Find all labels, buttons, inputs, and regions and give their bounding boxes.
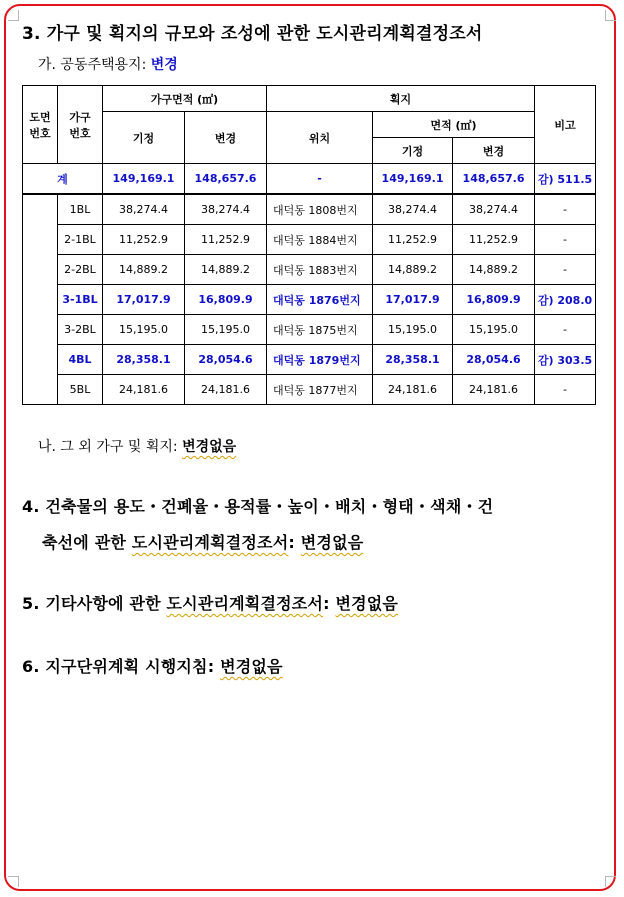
header-lot-existing: 기정 [373, 138, 453, 164]
cell-location: 대덕동 1876번지 [267, 285, 373, 315]
corner-mark [8, 10, 19, 21]
cell-lot-changed: 24,181.6 [453, 375, 535, 405]
cell-location: 대덕동 1883번지 [267, 255, 373, 285]
cell-block: 1BL [58, 194, 103, 225]
cell-block-existing: 28,358.1 [103, 345, 185, 375]
total-block-changed: 148,657.6 [185, 164, 267, 195]
cell-location: 대덕동 1879번지 [267, 345, 373, 375]
cell-location: 대덕동 1884번지 [267, 225, 373, 255]
table-row [23, 225, 596, 255]
header-block-changed: 변경 [185, 112, 267, 164]
section4-heading-cont [42, 530, 363, 553]
section6-prefix: 6. 지구단위계획 시행지침: [22, 657, 221, 676]
cell-lot-changed: 28,054.6 [453, 345, 535, 375]
table-row [23, 375, 596, 405]
cell-lot-existing: 14,889.2 [373, 255, 453, 285]
header-block-no: 가구 번호 [58, 86, 103, 164]
header-lot: 획지 [267, 86, 535, 112]
cell-lot-existing: 38,274.4 [373, 194, 453, 225]
section3-heading-text: 3. 가구 및 획지의 규모와 조성에 관한 도시관리계획결정조서 [22, 24, 483, 44]
section4-line1: 4. 건축물의 용도・건폐율・용적률・높이・배치・형태・색채・건 [22, 497, 494, 516]
cell-block-changed: 28,054.6 [185, 345, 267, 375]
cell-block-changed: 11,252.9 [185, 225, 267, 255]
cell-lot-existing: 15,195.0 [373, 315, 453, 345]
cell-lot-existing: 24,181.6 [373, 375, 453, 405]
cell-block-changed: 16,809.9 [185, 285, 267, 315]
section4-line2-prefix: 축선에 관한 [42, 533, 132, 552]
sub-b-value: 변경없음 [182, 439, 237, 455]
section5-prefix: 5. 기타사항에 관한 [22, 594, 167, 613]
cell-location: 대덕동 1808번지 [267, 194, 373, 225]
cell-remarks: - [535, 225, 596, 255]
cell-remarks: - [535, 255, 596, 285]
cell-block: 5BL [58, 375, 103, 405]
corner-mark [605, 10, 616, 21]
cell-block-existing: 11,252.9 [103, 225, 185, 255]
cell-block-changed: 14,889.2 [185, 255, 267, 285]
sub-a-value: 변경 [150, 57, 178, 73]
table-header-row [23, 112, 596, 138]
cell-remarks: - [535, 194, 596, 225]
section3-heading [22, 19, 482, 44]
section4-line2-title: 도시관리계획결정조서 [131, 533, 289, 552]
section5-title: 도시관리계획결정조서 [166, 594, 324, 613]
section4-line2-colon: : [288, 533, 301, 552]
corner-mark [605, 876, 616, 887]
cell-block-existing: 38,274.4 [103, 194, 185, 225]
cell-location: 대덕동 1877번지 [267, 375, 373, 405]
sub-a-label: 가. 공동주택용지: [38, 57, 151, 73]
cell-remarks: - [535, 315, 596, 345]
total-lot-changed: 148,657.6 [453, 164, 535, 195]
cell-remarks: - [535, 375, 596, 405]
cell-lot-existing: 28,358.1 [373, 345, 453, 375]
cell-block-changed: 24,181.6 [185, 375, 267, 405]
header-lot-area: 면적 (㎡) [373, 112, 535, 138]
block-lot-table [22, 85, 596, 405]
cell-block: 2-2BL [58, 255, 103, 285]
total-remarks: 감) 511.5 [535, 164, 596, 195]
sub-b-line [38, 436, 236, 456]
cell-block: 3-2BL [58, 315, 103, 345]
cell-lot-changed: 16,809.9 [453, 285, 535, 315]
cell-block: 3-1BL [58, 285, 103, 315]
table-row-changed [23, 345, 596, 375]
header-drawing-no: 도면 번호 [23, 86, 58, 164]
table-row [23, 255, 596, 285]
section4-heading [22, 494, 493, 517]
section5-heading [22, 591, 398, 614]
drawing-no-cell [23, 194, 58, 405]
header-block-existing: 기정 [103, 112, 185, 164]
table-row [23, 315, 596, 345]
total-label: 계 [23, 164, 103, 195]
section4-line2-value: 변경없음 [300, 533, 364, 552]
cell-block-existing: 15,195.0 [103, 315, 185, 345]
cell-lot-existing: 17,017.9 [373, 285, 453, 315]
sub-b-label: 나. 그 외 가구 및 획지: [38, 439, 183, 455]
section5-colon: : [323, 594, 336, 613]
header-block-area: 가구면적 (㎡) [103, 86, 267, 112]
cell-lot-existing: 11,252.9 [373, 225, 453, 255]
total-block-existing: 149,169.1 [103, 164, 185, 195]
cell-block: 2-1BL [58, 225, 103, 255]
table-row [23, 194, 596, 225]
cell-lot-changed: 14,889.2 [453, 255, 535, 285]
cell-block-existing: 17,017.9 [103, 285, 185, 315]
cell-remarks: 감) 208.0 [535, 285, 596, 315]
total-location: - [267, 164, 373, 195]
section5-value: 변경없음 [335, 594, 399, 613]
cell-block: 4BL [58, 345, 103, 375]
table-row-changed [23, 285, 596, 315]
cell-block-existing: 14,889.2 [103, 255, 185, 285]
header-lot-changed: 변경 [453, 138, 535, 164]
cell-block-existing: 24,181.6 [103, 375, 185, 405]
cell-block-changed: 38,274.4 [185, 194, 267, 225]
sub-a-line [38, 54, 178, 74]
table-total-row [23, 164, 596, 195]
table-header-row [23, 86, 596, 112]
cell-block-changed: 15,195.0 [185, 315, 267, 345]
total-lot-existing: 149,169.1 [373, 164, 453, 195]
section6-heading [22, 654, 283, 677]
cell-location: 대덕동 1875번지 [267, 315, 373, 345]
section6-value: 변경없음 [220, 657, 283, 676]
header-remarks: 비고 [535, 86, 596, 164]
cell-remarks: 감) 303.5 [535, 345, 596, 375]
corner-mark [8, 876, 19, 887]
cell-lot-changed: 15,195.0 [453, 315, 535, 345]
cell-lot-changed: 11,252.9 [453, 225, 535, 255]
cell-lot-changed: 38,274.4 [453, 194, 535, 225]
header-location: 위치 [267, 112, 373, 164]
